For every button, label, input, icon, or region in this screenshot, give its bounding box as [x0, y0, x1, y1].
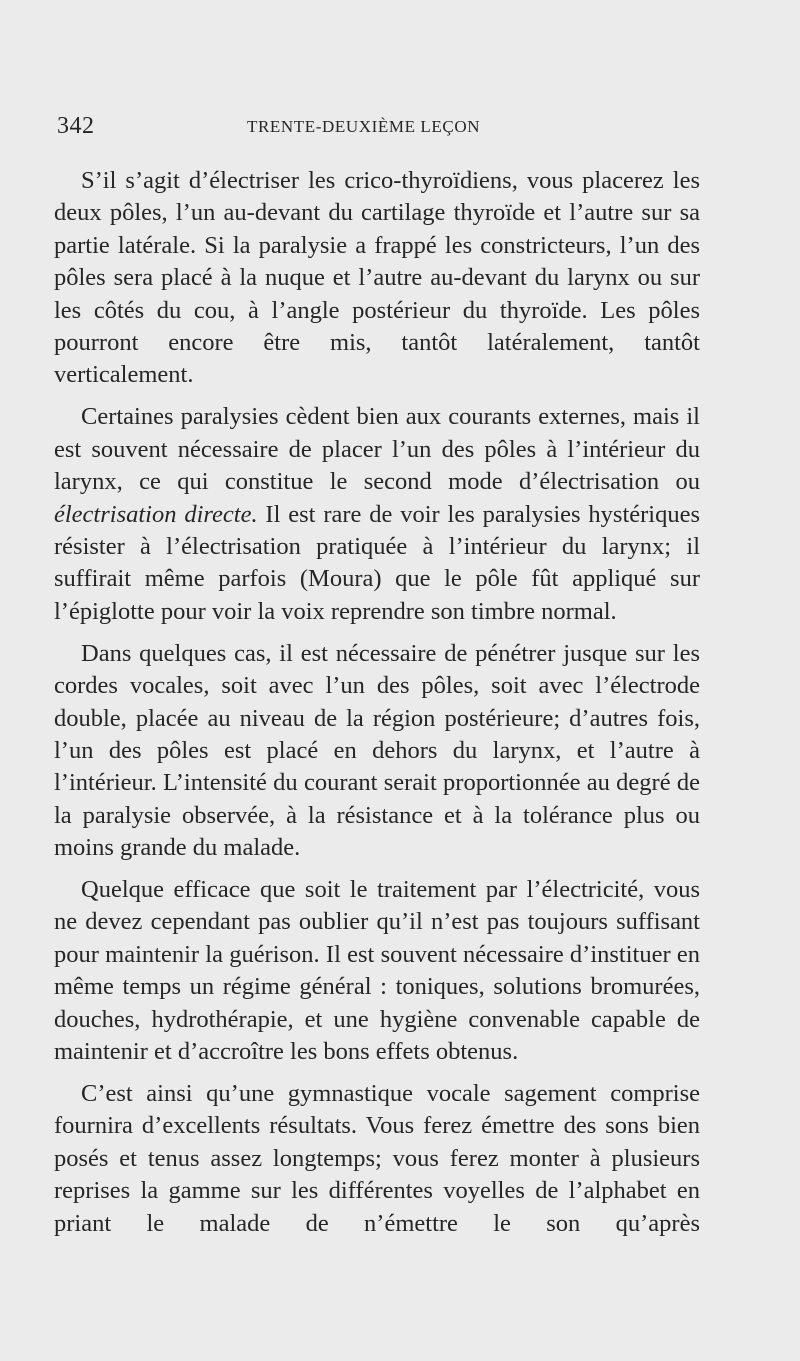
running-title: TRENTE-DEUXIÈME LEÇON — [247, 117, 481, 136]
page-number: 342 — [57, 113, 95, 139]
paragraph-1: S’il s’agit d’électriser les crico-thyroïdiens, vous placerez les deux pôles, l’un au-devant du cartilage thyroïde et l’autre sur sa partie latérale. Si la paralysie a frappé les constricteurs, l’un des pôles sera placé à la nuque et l’autre au-devant du larynx ou sur les côtés du cou, à l’angle postérieur du thyroïde. Les pôles pourront encore être mis, tantôt latéralement, tantôt verticalement. — [54, 167, 700, 389]
paragraph-2-text-after: Il est rare de voir les paralysies hystériques résister à l’électrisation pratiquée à l’intérieur du larynx; il suffirait même parfois (Moura) que le pôle fût appliqué sur l’épiglotte pour voir la voix reprendre son timbre normal. — [54, 500, 701, 625]
paragraph-2-text-before: Certaines paralysies cèdent bien aux courants externes, mais il est souvent nécessaire de placer l’un des pôles à l’intérieur du larynx, ce qui constitue le second mode d’électrisation ou — [54, 403, 700, 496]
paragraph-2 — [54, 401, 700, 628]
page-header — [57, 111, 700, 141]
paragraph-5: C’est ainsi qu’une gymnastique vocale sagement comprise fournira d’excellents résultats. Vous ferez émettre des sons bien posés et tenus assez longtemps; vous ferez monter à plusieurs reprises la gamme sur les différentes voyelles de l’alphabet en priant le malade de n’émettre le son qu’après — [54, 1079, 700, 1237]
paragraph-4: Quelque efficace que soit le traitement par l’électricité, vous ne devez cependant pas oublier qu’il n’est pas toujours suffisant pour maintenir la guérison. Il est souvent nécessaire d’instituer en même temps un régime général : toniques, solutions bromurées, douches, hydrothérapie, et une hygiène convenable capable de maintenir et d’accroître les bons effets obtenus. — [54, 876, 700, 1066]
paragraph-3: Dans quelques cas, il est nécessaire de pénétrer jusque sur les cordes vocales, soit avec l’un des pôles, soit avec l’électrode double, placée au niveau de la région postérieure; d’autres fois, l’un des pôles est placé en dehors du larynx, et l’autre à l’intérieur. L’intensité du courant serait proportionnée au degré de la paralysie observée, à la résistance et à la tolérance plus ou moins grande du malade. — [54, 639, 700, 862]
paragraph-2-italic-term: électrisation directe. — [54, 500, 258, 528]
body-text — [54, 165, 700, 1240]
